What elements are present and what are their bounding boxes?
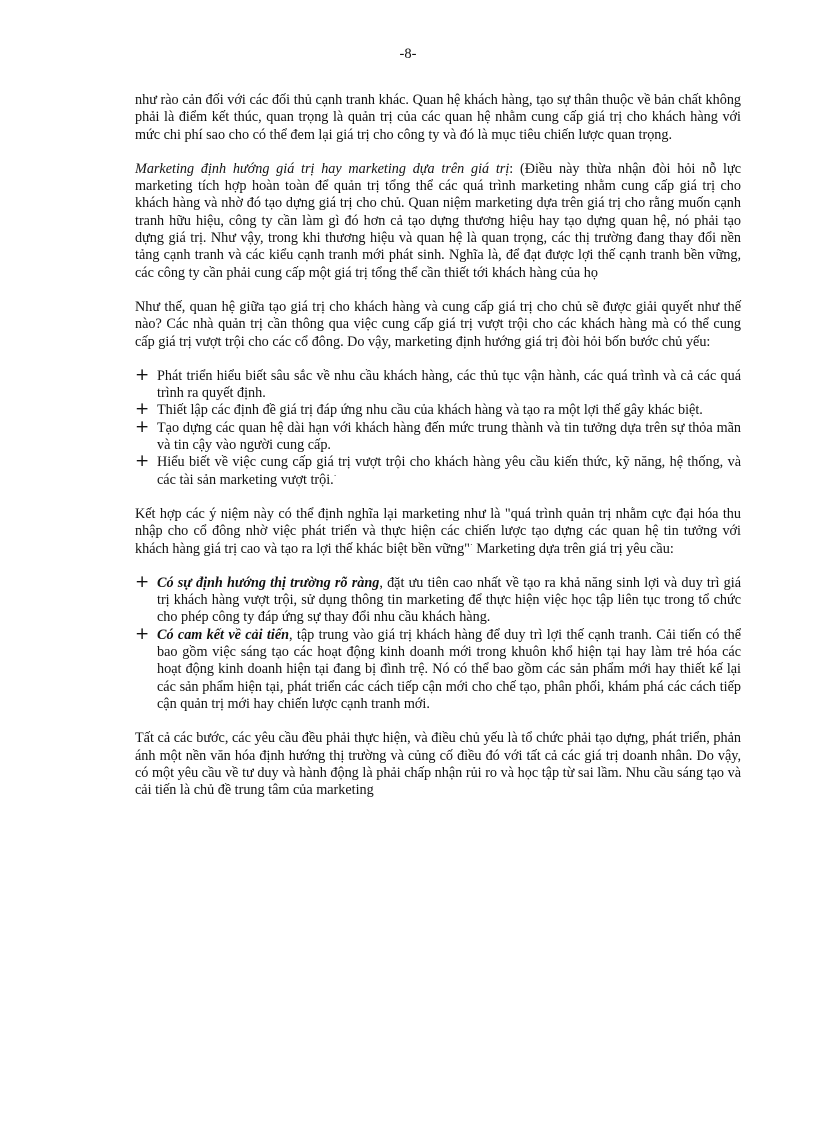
list-item	[135, 416, 741, 455]
paragraph-culture: Tất cả các bước, các yêu cầu đều phải thực hiện, và điều chủ yếu là tổ chức phải tạo dựng, phát triển, phản ánh một nền văn hóa định hướng thị trường và củng cố điều đó với tất cả các giá trị doanh nhân. Do vậy, có một yêu cầu về tư duy và hành động là phải chấp nhận rủi ro và học tập từ sai lầm. Nhu cầu sáng tạo và cải tiến là chủ đề trung tâm của marketing	[135, 730, 741, 799]
paragraph-marketing-definition	[135, 506, 741, 558]
paragraph-relationships: như rào cản đối với các đối thủ cạnh tranh khác. Quan hệ khách hàng, tạo sự thân thuộc về bản chất không phải là điểm kết thúc, quan trọng là quản trị của các quan hệ nhằm cung cấp giá trị cho khách hàng với mức chi phí sao cho có thể đem lại giá trị cho công ty và đó là mục tiêu chiến lược quan trọng.	[135, 92, 741, 143]
list-item	[135, 364, 741, 403]
requirement-text: , đặt ưu tiên cao nhất về tạo ra khả năng sinh lợi và duy trì giá trị khách hàng vượt trội, sử dụng thông tin marketing để thực hiện việc học tập liên tục trong tổ chức cho phép công ty đáp ứng sự thay đổi nhu cầu khách hàng.	[157, 574, 741, 626]
plus-bullet-icon: +	[135, 416, 150, 437]
list-item-text: Phát triển hiểu biết sâu sắc về nhu cầu khách hàng, các thủ tục vận hành, các quá trình và cả các quá trình ra quyết định.	[157, 367, 741, 402]
plus-bullet-icon: +	[135, 399, 150, 420]
requirements-list	[135, 571, 741, 713]
list-item-text: Tạo dựng các quan hệ dài hạn với khách hàng đến mức trung thành và tin tưởng dựa trên sự thỏa mãn và tin cậy vào người cung cấp.	[157, 419, 741, 454]
footnote-marker: ·	[333, 470, 337, 480]
plus-bullet-icon: +	[135, 451, 150, 472]
requirement-text: , tập trung vào giá trị khách hàng để duy trì lợi thế cạnh tranh. Cải tiến có thể bao gồm việc sáng tạo các hoạt động kinh doanh mới trong khuôn khổ hiện tại hay làm trẻ hóa các hoạt động kinh doanh hiện tại đang bị đình trệ. Nó có thể bao gồm các sản phẩm mới hay thiết kế lại các sản phẩm hiện tại, phát triển các cách tiếp cận mới cho chế tạo, phân phối, khám phá các cách tiếp cận quản trị mới hay chiến lược cạnh tranh mới.	[157, 626, 741, 712]
list-item-text: Thiết lập các định đề giá trị đáp ứng nhu cầu của khách hàng và tạo ra một lợi thế gây khác biệt.	[157, 402, 703, 419]
list-item	[135, 571, 741, 627]
plus-bullet-icon: +	[135, 364, 150, 385]
paragraph-marketing-definition-tail: Marketing dựa trên giá trị yêu cầu:	[472, 540, 674, 557]
requirement-title: Có cam kết về cải tiến	[157, 626, 290, 643]
term-value-based-marketing: Marketing định hướng giá trị hay marketing dựa trên giá trị	[135, 160, 510, 177]
plus-bullet-icon: +	[135, 623, 150, 644]
list-item-text: Hiểu biết về việc cung cấp giá trị vượt trội cho khách hàng yêu cầu kiến thức, kỹ năng, hệ thống, và các tài sản marketing vượt trội.	[157, 454, 741, 488]
paragraph-marketing-definition-text: Kết hợp các ý niệm này có thể định nghĩa lại marketing như là "quá trình quản trị nhằm cực đại hóa thu nhập cho cổ đông nhờ việc phát triển và thực hiện các chiến lược tạo dựng các quan hệ tin tưởng với khách hàng giá trị cao và tạo ra lợi thế khác biệt bền vững"	[135, 505, 741, 557]
plus-bullet-icon: +	[135, 571, 150, 592]
list-item	[135, 623, 741, 713]
page-number: -8-	[399, 46, 417, 62]
footnote-marker: ·	[469, 539, 473, 549]
list-item	[135, 399, 741, 420]
paragraph-value-based-marketing-text: : (Điều này thừa nhận đòi hỏi nỗ lực marketing tích hợp hoàn toàn để quản trị tổng thể các quá trình marketing nhằm cung cấp giá trị cho khách hàng và nhờ đó tạo dựng giá trị cho chủ. Quan niệm marketing dựa trên giá trị cho rằng muốn cạnh tranh hữu hiệu, công ty cần làm gì đó hơn cả tạo dựng thương hiệu hay tạo dựng quan hệ, nó phải tạo dựng giá trị. Như vậy, trong khi thương hiệu và quan hệ là quan trọng, các thị trường đang thay đổi nền tảng cạnh tranh và các kiểu cạnh tranh mới phát sinh. Nghĩa là, để đạt được lợi thế cạnh tranh bền vững, các công ty cần phải cung cấp một giá trị tổng thể cần thiết tới khách hàng của họ	[135, 160, 741, 281]
list-item	[135, 451, 741, 489]
paragraph-four-steps-intro: Như thế, quan hệ giữa tạo giá trị cho khách hàng và cung cấp giá trị cho chủ sẽ được giải quyết như thế nào? Các nhà quản trị cần thông qua việc cung cấp giá trị vượt trội cho các khách hàng mà có thể cung cấp giá trị vượt trội cho các cổ đông. Do vậy, marketing định hướng giá trị đòi hỏi bốn bước chủ yếu:	[135, 298, 741, 350]
steps-list	[135, 364, 741, 489]
paragraph-value-based-marketing	[135, 161, 741, 282]
requirement-title: Có sự định hướng thị trường rõ ràng	[157, 574, 380, 591]
page-body	[135, 92, 741, 816]
